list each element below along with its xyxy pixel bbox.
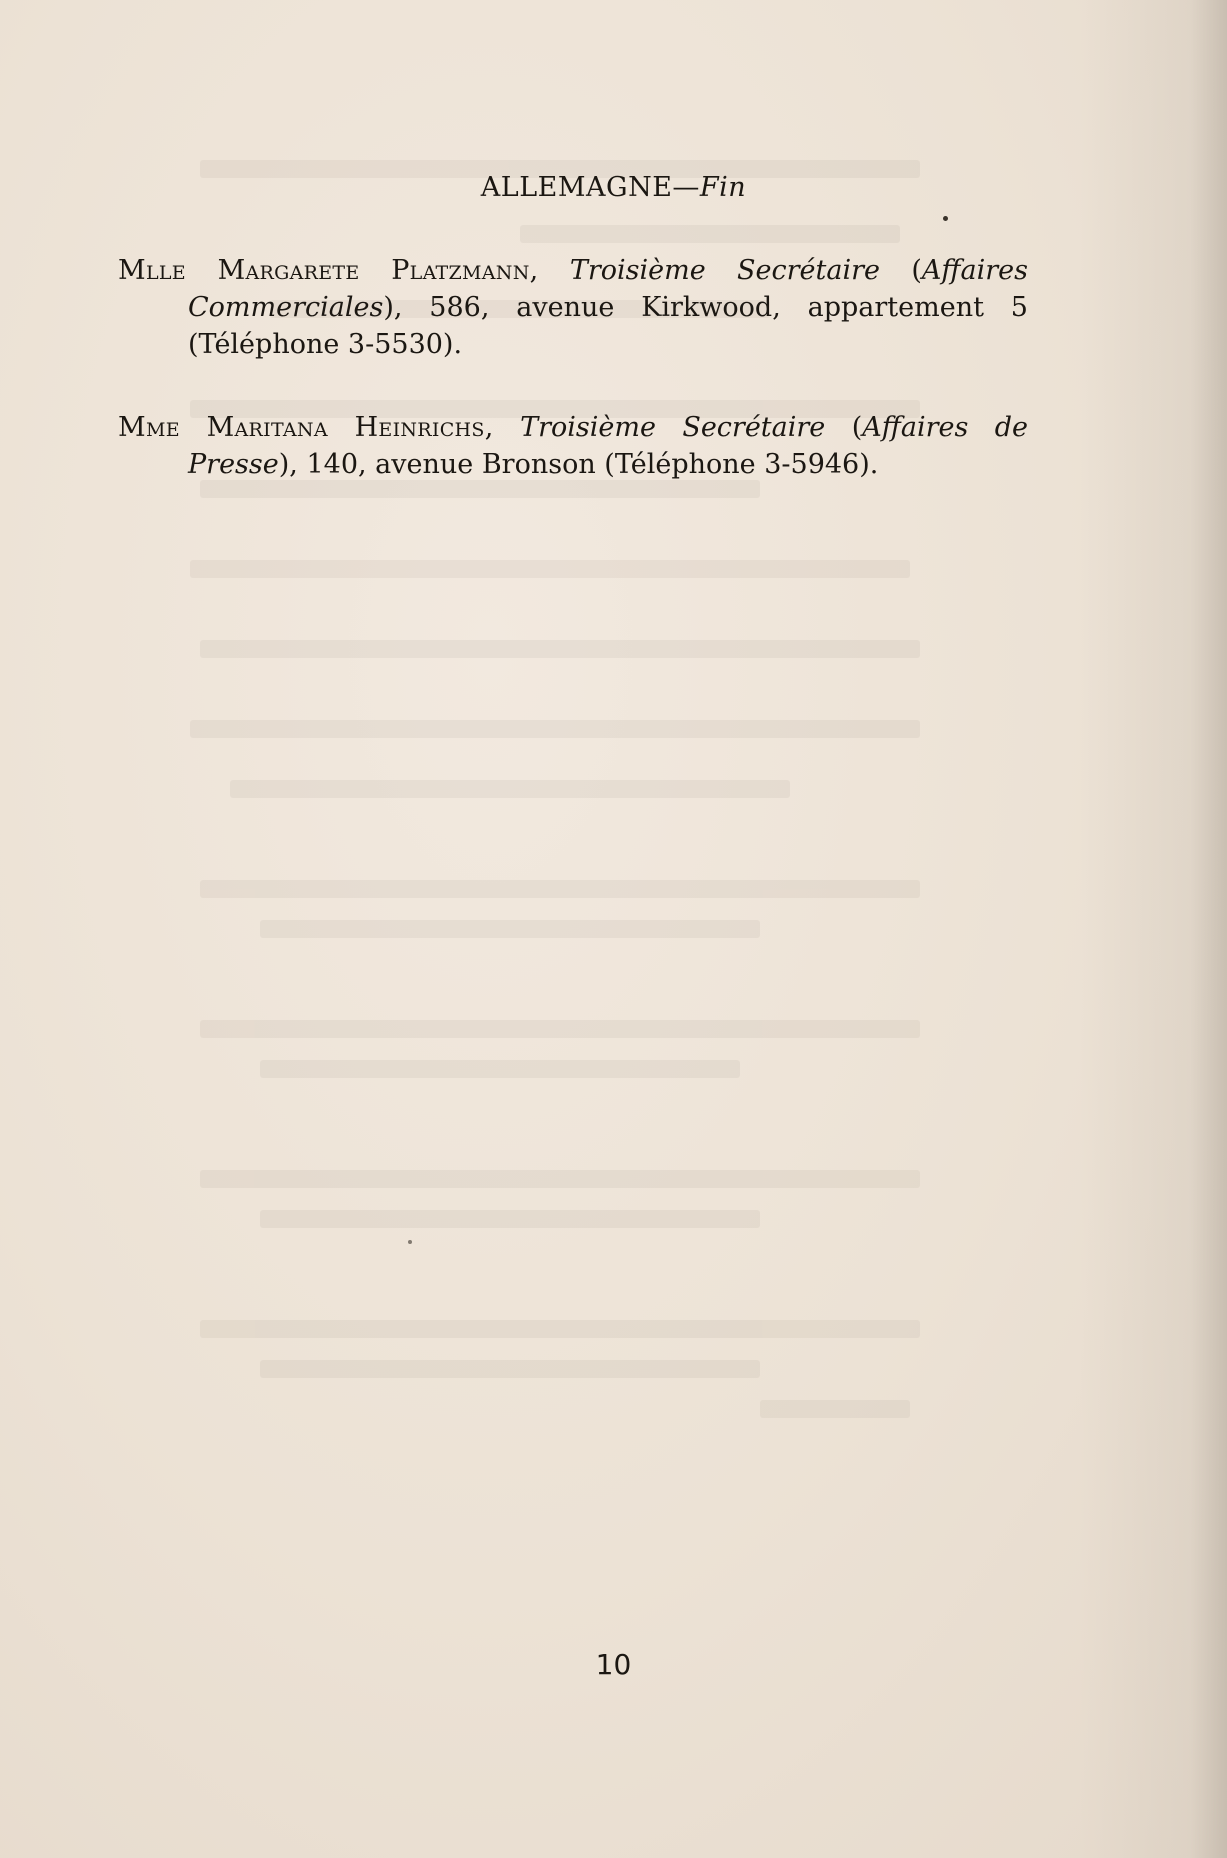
entry-dept-open: ( xyxy=(880,255,922,286)
entry-title: Troisième Secrétaire xyxy=(569,255,881,286)
section-heading xyxy=(0,172,1227,203)
directory-entry xyxy=(118,409,1028,483)
entry-address: 586, avenue Kirkwood, appartement 5 (Téléphone 3-5530). xyxy=(188,292,1028,360)
entry-title: Troisième Secrétaire xyxy=(520,412,826,443)
entry-name: Mlle Margarete Platzmann, xyxy=(118,255,539,286)
directory-entry xyxy=(118,252,1028,363)
entry-dept-open: ( xyxy=(825,412,863,443)
entry-dept-close: ), xyxy=(278,449,298,480)
page-number: 10 xyxy=(595,1648,632,1681)
ink-speck xyxy=(943,216,948,221)
entry-address: 140, avenue Bronson (Téléphone 3-5946). xyxy=(297,449,879,480)
entry-department: Affaires de Presse xyxy=(188,412,1029,480)
entry-name: Mme Maritana Heinrichs, xyxy=(118,412,494,443)
entry-department: Affaires Commerciales xyxy=(188,255,1028,323)
heading-suffix: Fin xyxy=(699,172,747,203)
heading-country: ALLEMAGNE— xyxy=(480,172,700,203)
entry-dept-close: ), xyxy=(383,292,403,323)
ink-speck xyxy=(408,1240,412,1244)
